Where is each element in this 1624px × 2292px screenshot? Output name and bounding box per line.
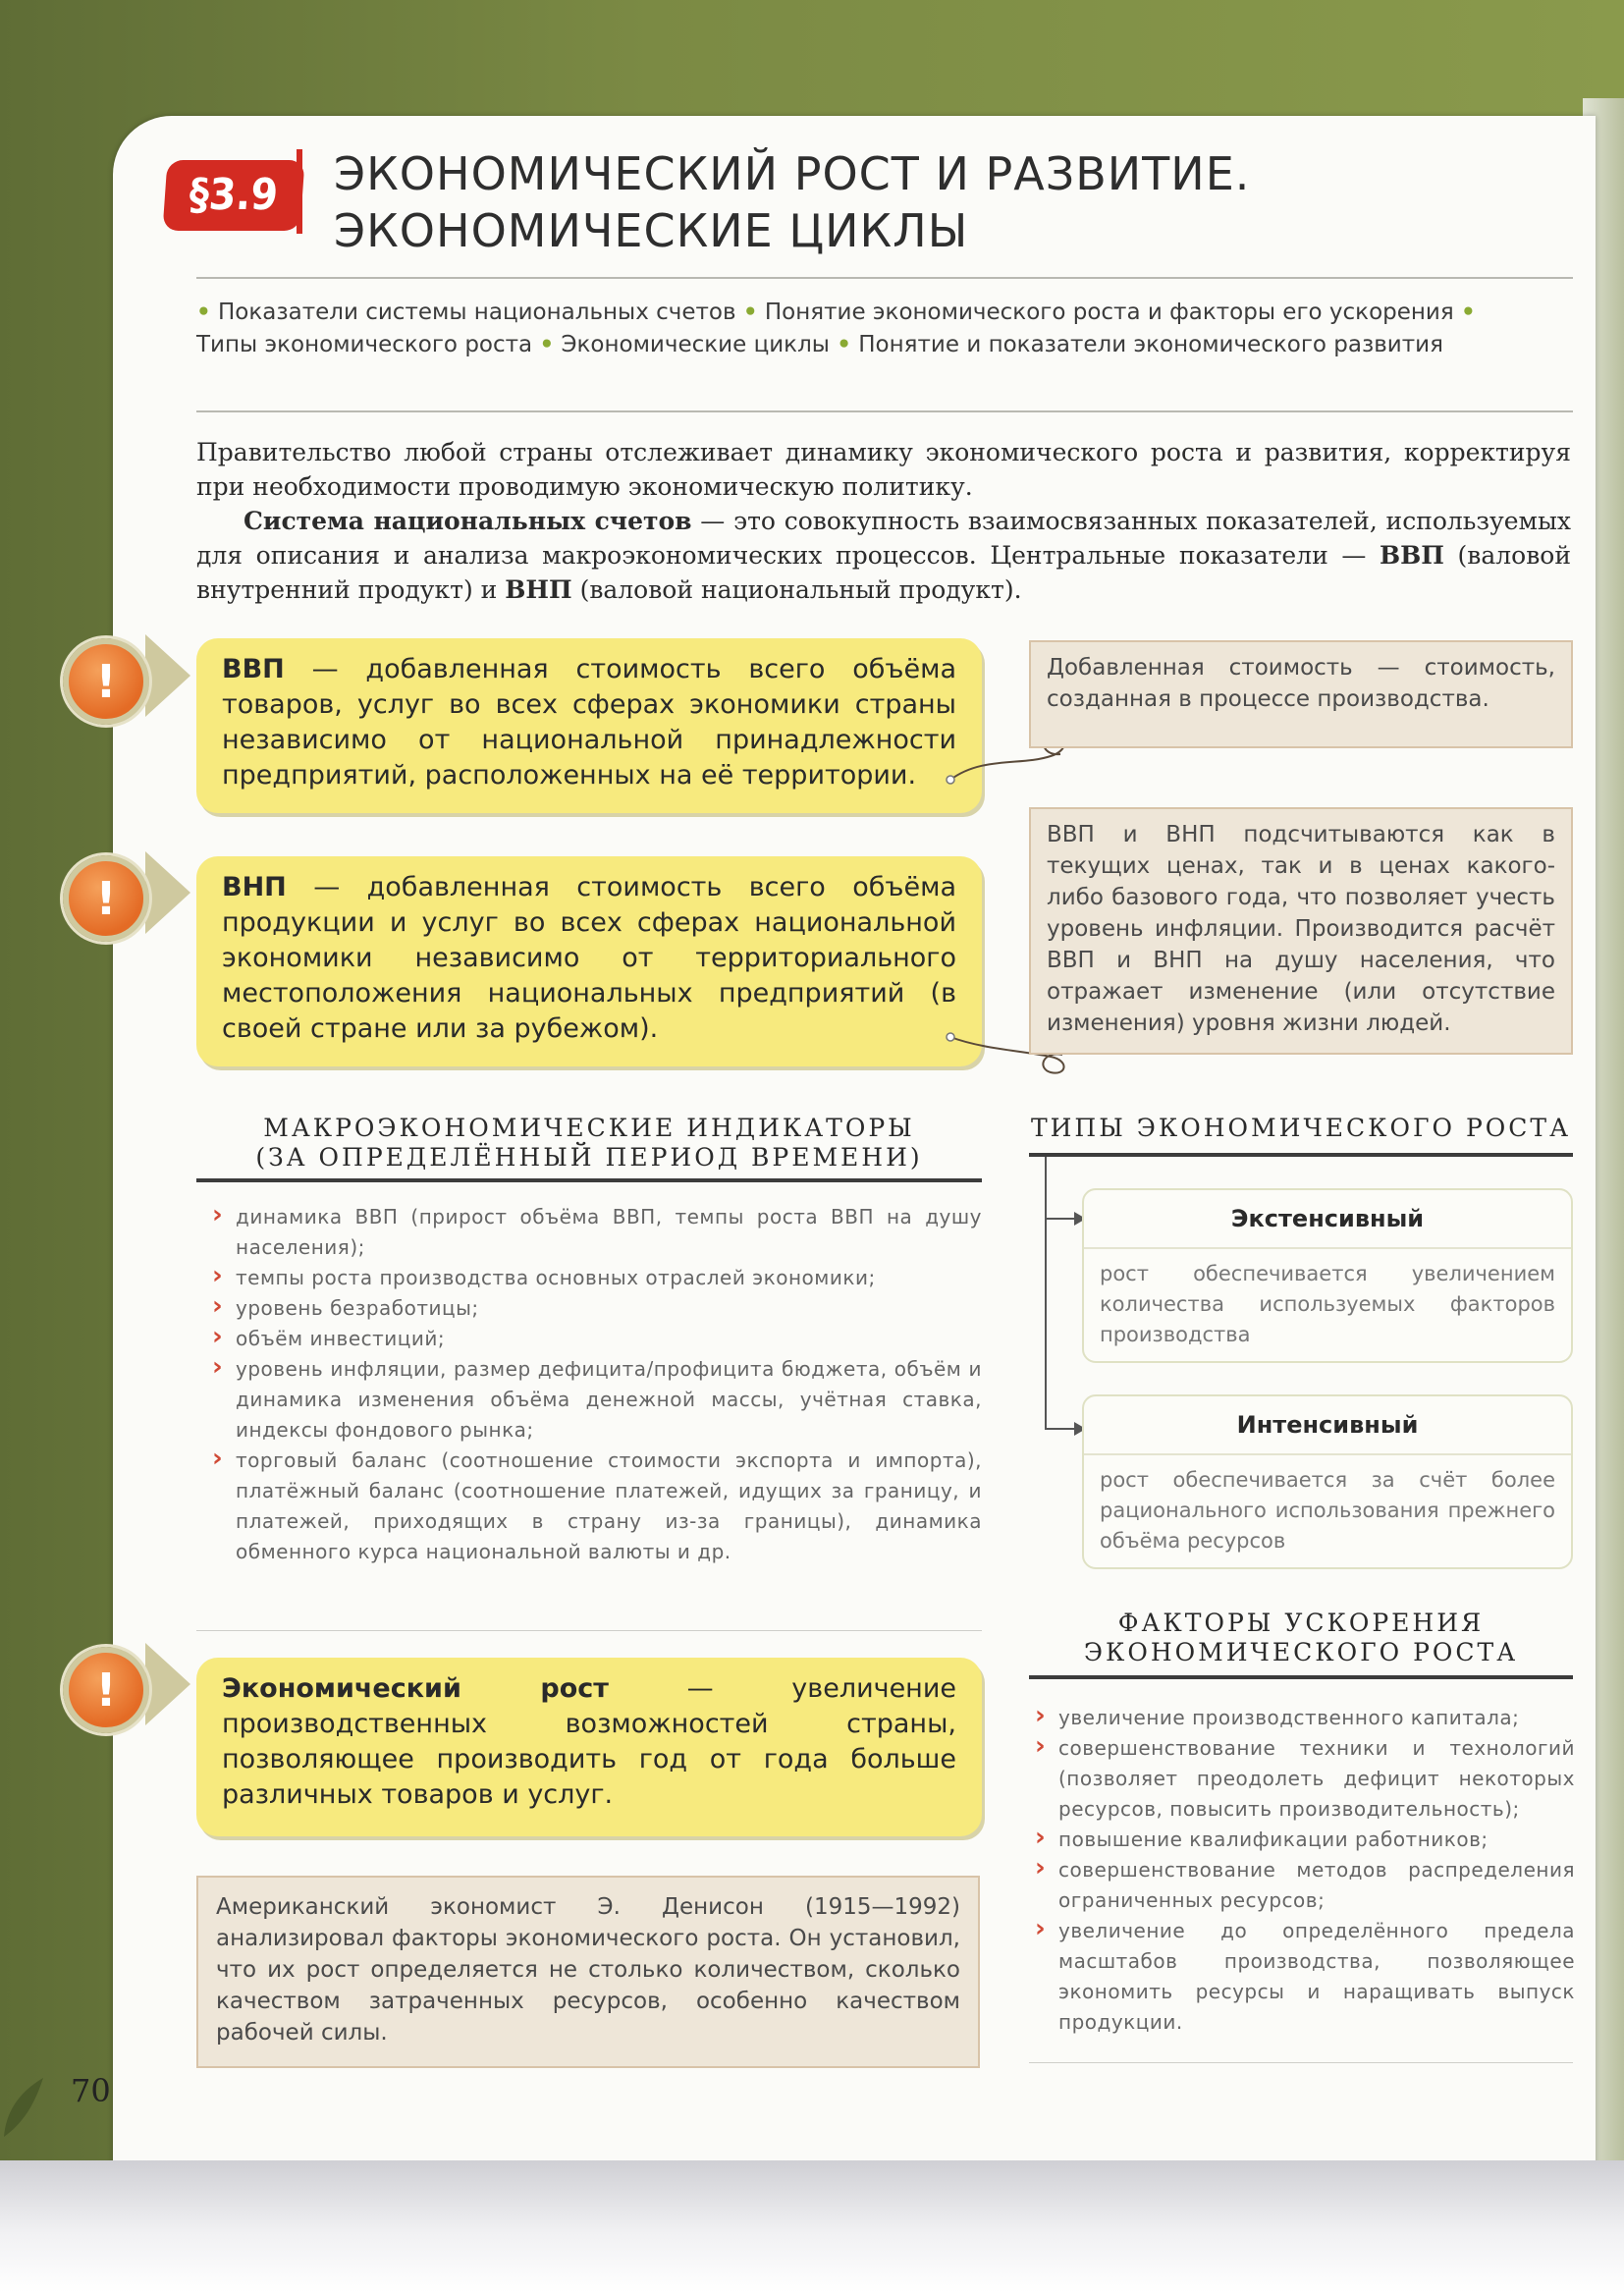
- bullet-dot: •: [196, 300, 211, 325]
- topic-item: Понятие и показатели экономического развития: [858, 332, 1443, 357]
- prices-note: ВВП и ВНП подсчитываются как в текущих ценах, так и в ценах какого-либо базового года, что позволяет учесть уровень инфляции. Производится расчёт ВВП и ВНП на душу населения, что отражает изменение (или отсутствие изменения) уровня жизни людей.: [1029, 807, 1573, 1055]
- intro-paragraph-1: Правительство любой страны отслеживает динамику экономического роста и развития, корректируя при необходимости проводимую экономическую политику.: [196, 438, 1571, 501]
- indicators-heading: [196, 1114, 982, 1173]
- factors-list: [1029, 1703, 1575, 2038]
- list-item: › уровень безработицы;: [206, 1293, 982, 1324]
- intro-text: [196, 435, 1571, 607]
- topic-item: Экономические циклы: [561, 332, 830, 357]
- bullet-dot: •: [837, 332, 851, 357]
- list-item: › повышение квалификации работников;: [1029, 1825, 1575, 1855]
- growth-definition: [196, 1658, 982, 1836]
- leaf-decoration-icon: [0, 2072, 49, 2141]
- bullet-dot: •: [742, 300, 758, 325]
- topics-rule: [196, 410, 1573, 412]
- top-rule: [196, 277, 1573, 279]
- intro-paragraph-2: [196, 504, 1571, 607]
- indicators-heading-line-1: МАКРОЭКОНОМИЧЕСКИЕ ИНДИКАТОРЫ: [263, 1114, 915, 1142]
- intensive-growth-title: Интенсивный: [1084, 1396, 1571, 1455]
- extensive-growth-text: рост обеспечивается увеличением количества используемых факторов производства: [1100, 1262, 1555, 1346]
- intro-text-part: (валовой национальный продукт).: [571, 575, 1022, 604]
- topic-item: Типы экономического роста: [196, 332, 533, 357]
- vvp-definition-text: — добавленная стоимость всего объёма товаров, услуг во всех сферах экономики страны независимо от национальной принадлежности предприятий, расположенных на её территории.: [222, 654, 956, 791]
- vnp-term: ВНП: [505, 575, 572, 604]
- attention-pointer: [145, 634, 190, 717]
- intensive-growth-text: рост обеспечивается за счёт более рационального использования прежнего объёма ресурсов: [1100, 1468, 1555, 1553]
- list-item: › темпы роста производства основных отраслей экономики;: [206, 1263, 982, 1293]
- intro-text-part: — это совокупность взаимосвязанных показателей, используемых для описания и анализа макроэкономических процессов. Центральные показатели —: [196, 507, 1571, 570]
- growth-types-heading: ТИПЫ ЭКОНОМИЧЕСКОГО РОСТА: [1030, 1114, 1572, 1142]
- indicators-list: [206, 1202, 982, 1567]
- badge-divider: [297, 149, 302, 234]
- list-item: › динамика ВВП (прирост объёма ВВП, темпы роста ВВП на душу населения);: [206, 1202, 982, 1263]
- list-item: › совершенствование методов распределения ограниченных ресурсов;: [1029, 1855, 1575, 1916]
- factors-heading: [1029, 1609, 1573, 1667]
- vnp-definition-term: ВНП: [222, 872, 287, 902]
- vnp-definition: [196, 856, 982, 1066]
- factors-heading-line-2: ЭКОНОМИЧЕСКОГО РОСТА: [1083, 1638, 1519, 1666]
- list-item: › торговый баланс (соотношение стоимости экспорта и импорта), платёжный баланс (соотношение платежей, идущих за границу, и платежей, приходящих в страну из-за границы), динамика обменного курса национальной валюты и др.: [206, 1446, 982, 1567]
- list-item: › объём инвестиций;: [206, 1324, 982, 1354]
- extensive-growth-card: [1082, 1188, 1573, 1363]
- vnp-definition-text: — добавленная стоимость всего объёма продукции и услуг во всех сферах национальной экономики независимо от территориального местоположения национальных предприятий (в своей стране или за рубежом).: [222, 872, 956, 1044]
- list-item: › увеличение до определённого предела масштабов производства, позволяющее экономить ресурсы и наращивать выпуск продукции.: [1029, 1916, 1575, 2038]
- page-title: [334, 145, 1512, 259]
- title-line-2: ЭКОНОМИЧЕСКИЕ ЦИКЛЫ: [334, 204, 969, 257]
- attention-icon: !: [63, 638, 149, 725]
- attention-pointer: [145, 1643, 190, 1725]
- indicators-bottom-rule: [196, 1630, 982, 1631]
- added-value-note: Добавленная стоимость — стоимость, созданная в процессе производства.: [1029, 640, 1573, 748]
- snc-term: Система национальных счетов: [244, 507, 692, 535]
- attention-pointer: [145, 851, 190, 934]
- attention-icon: !: [63, 1647, 149, 1733]
- list-item: › уровень инфляции, размер дефицита/профицита бюджета, объём и динамика изменения объёма денежной массы, учётная ставка, индексы фондового рынка;: [206, 1354, 982, 1446]
- list-item: › совершенствование техники и технологий (позволяет преодолеть дефицит некоторых ресурсов, повысить производительность);: [1029, 1733, 1575, 1825]
- bullet-dot: •: [539, 332, 555, 357]
- factors-bottom-rule: [1029, 2062, 1573, 2063]
- growth-definition-term: Экономический рост: [222, 1673, 609, 1704]
- vvp-definition-term: ВВП: [222, 654, 285, 684]
- title-line-1: ЭКОНОМИЧЕСКИЙ РОСТ И РАЗВИТИЕ.: [334, 147, 1251, 200]
- intro-text-part: (валовой внутренний продукт) и: [196, 541, 1571, 604]
- attention-icon: !: [63, 855, 149, 942]
- section-badge: §3.9: [162, 160, 304, 231]
- connector-line: [1045, 1157, 1047, 1430]
- growth-definition-text: — увеличение производственных возможностей страны, позволяющее производить год от года больше различных товаров и услуг.: [222, 1673, 956, 1810]
- growth-types-rule: [1029, 1153, 1573, 1157]
- vvp-definition: [196, 638, 982, 813]
- topic-item: Показатели системы национальных счетов: [218, 300, 736, 325]
- extensive-growth-title: Экстенсивный: [1084, 1190, 1571, 1249]
- topics-list: [196, 297, 1502, 361]
- denison-note: Американский экономист Э. Денисон (1915—1992) анализировал факторы экономического роста. Он установил, что их рост определяется не столько количеством, сколько качеством затраченных ресурсов, особенно качеством рабочей силы.: [196, 1876, 980, 2068]
- list-item: › увеличение производственного капитала;: [1029, 1703, 1575, 1733]
- intensive-growth-card: [1082, 1394, 1573, 1569]
- vvp-term: ВВП: [1380, 541, 1444, 570]
- topic-item: Понятие экономического роста и факторы его ускорения: [764, 300, 1454, 325]
- bullet-dot: •: [1461, 300, 1476, 325]
- factors-rule: [1029, 1675, 1573, 1679]
- indicators-rule: [196, 1178, 982, 1182]
- background-bottom: [0, 2160, 1624, 2292]
- page-number: 70: [71, 2072, 111, 2109]
- indicators-heading-line-2: (ЗА ОПРЕДЕЛЁННЫЙ ПЕРИОД ВРЕМЕНИ): [255, 1143, 923, 1172]
- factors-heading-line-1: ФАКТОРЫ УСКОРЕНИЯ: [1117, 1609, 1485, 1637]
